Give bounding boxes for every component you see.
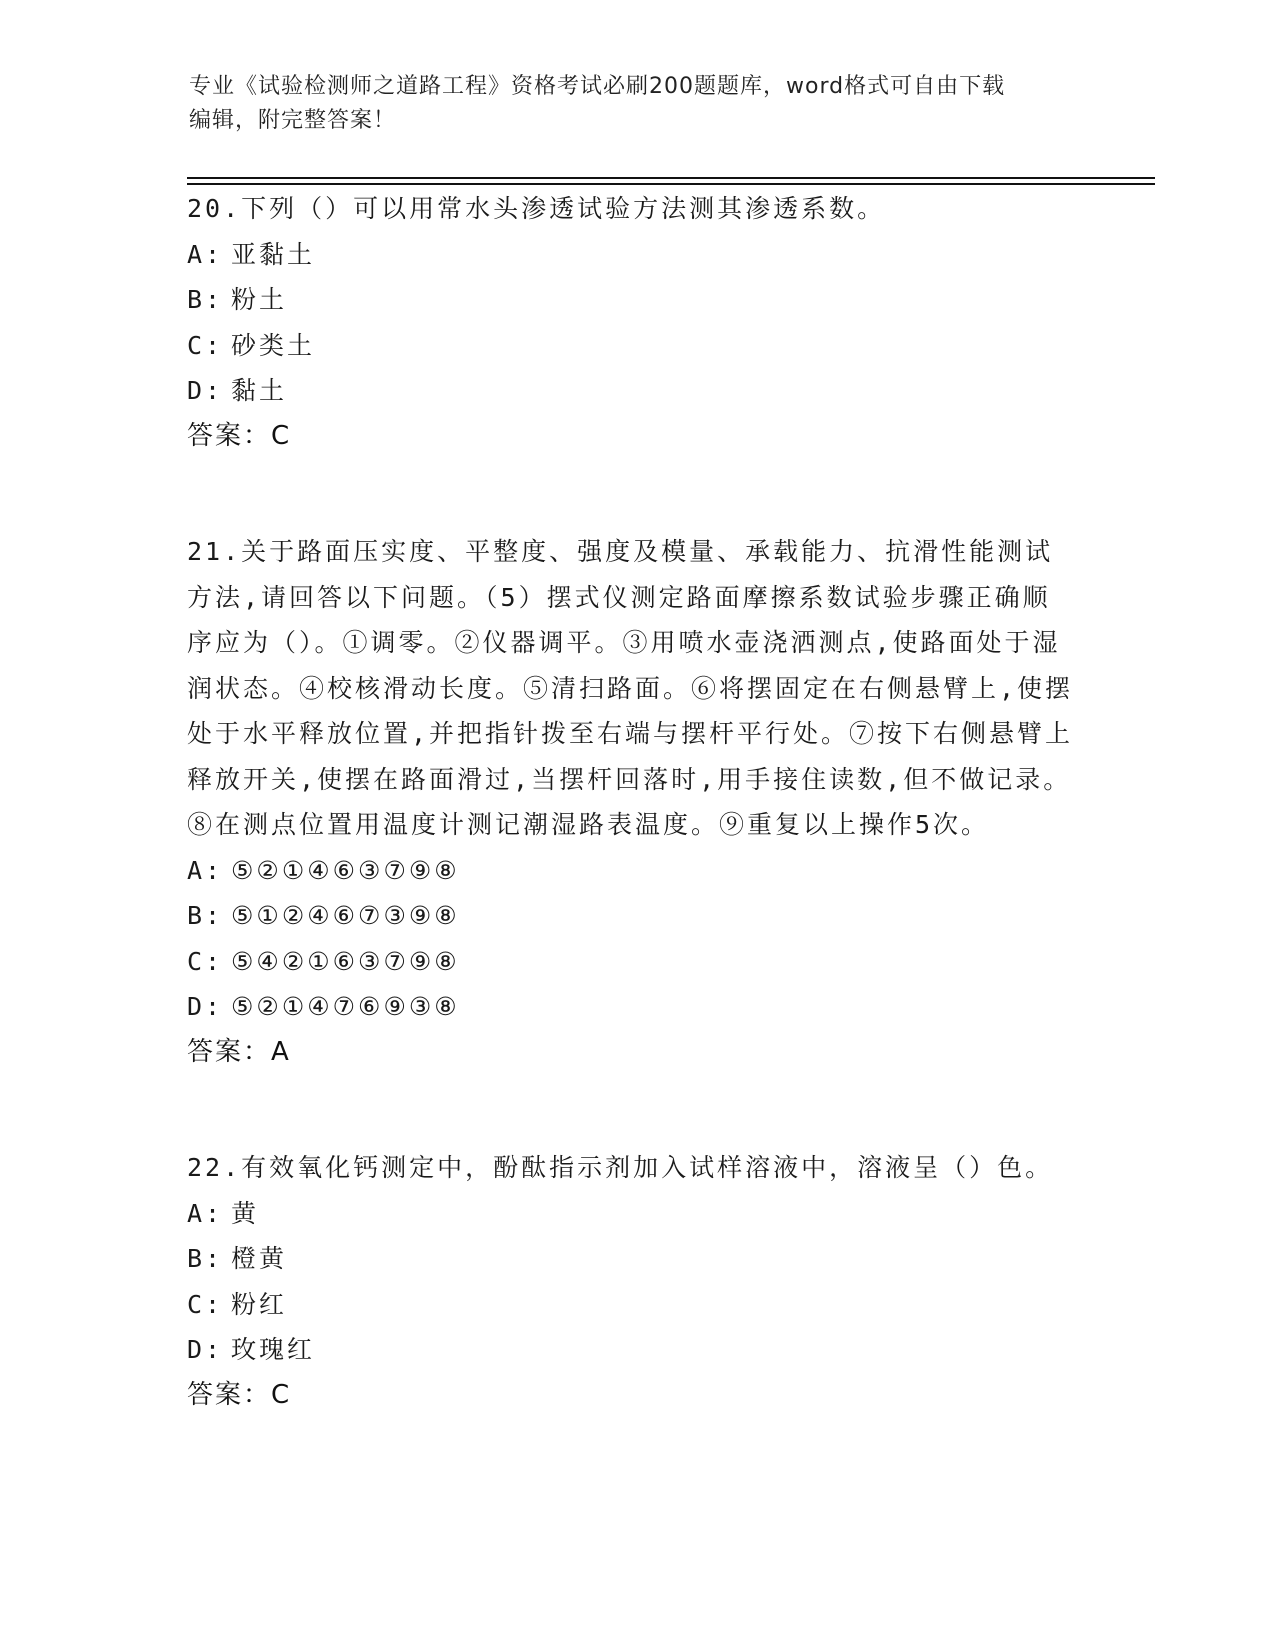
answer-line: 答案：A <box>187 1036 291 1067</box>
option-d <box>187 368 1077 414</box>
option-b <box>187 277 1077 323</box>
option-letter: B: <box>187 1244 224 1273</box>
question-title: 20.下列（）可以用常水头渗透试验方法测其渗透系数。 <box>187 194 886 223</box>
option-letter: C: <box>187 1289 224 1319</box>
question-22 <box>187 1145 1077 1418</box>
option-letter: A: <box>187 855 224 885</box>
option-text: 黄 <box>231 1198 260 1228</box>
option-letter: D: <box>187 1335 224 1364</box>
option-b <box>187 893 1077 939</box>
option-letter: B: <box>187 285 224 314</box>
option-c <box>187 939 1077 985</box>
option-letter: A: <box>187 1198 224 1228</box>
option-text: 玫瑰红 <box>231 1335 316 1364</box>
option-c <box>187 323 1077 369</box>
question-title: 22.有效氧化钙测定中，酚酞指示剂加入试样溶液中，溶液呈（）色。 <box>187 1153 1054 1182</box>
option-a <box>187 232 1077 278</box>
question-20 <box>187 186 1077 459</box>
option-letter: D: <box>187 376 224 405</box>
option-c <box>187 1282 1077 1328</box>
option-text: ⑤②①④⑥③⑦⑨⑧ <box>231 855 460 885</box>
answer-line: 答案：C <box>187 420 292 451</box>
option-text: 亚黏土 <box>231 239 316 269</box>
question-spacer <box>187 459 1077 529</box>
option-d <box>187 1327 1077 1373</box>
question-list <box>187 186 1077 1418</box>
option-text: 橙黄 <box>231 1244 288 1273</box>
document-header <box>189 70 1089 138</box>
option-letter: D: <box>187 992 224 1021</box>
option-text: ⑤④②①⑥③⑦⑨⑧ <box>231 946 460 976</box>
option-text: 粉土 <box>231 285 288 314</box>
option-text: ⑤①②④⑥⑦③⑨⑧ <box>231 901 460 930</box>
option-a <box>187 848 1077 894</box>
option-text: 砂类土 <box>231 330 316 360</box>
option-text: 黏土 <box>231 376 288 405</box>
option-b <box>187 1236 1077 1282</box>
question-21 <box>187 529 1077 1075</box>
option-text: ⑤②①④⑦⑥⑨③⑧ <box>231 992 460 1021</box>
question-spacer <box>187 1075 1077 1145</box>
answer-line: 答案：C <box>187 1379 292 1410</box>
option-a <box>187 1191 1077 1237</box>
option-letter: C: <box>187 330 224 360</box>
header-line-2: 编辑，附完整答案！ <box>189 108 397 133</box>
header-line-1: 专业《试验检测师之道路工程》资格考试必刷200题题库，word格式可自由下载 <box>189 74 1006 99</box>
option-text: 粉红 <box>231 1289 288 1319</box>
option-letter: C: <box>187 946 224 976</box>
option-letter: A: <box>187 239 224 269</box>
question-title: 21.关于路面压实度、平整度、强度及模量、承载能力、抗滑性能测试方法,请回答以下问题。（5）摆式仪测定路面摩擦系数试验步骤正确顺序应为（）。①调零。②仪器调平。③用喷水壶浇洒测点,使路面处于湿润状态。④校核滑动长度。⑤清扫路面。⑥将摆固定在右侧悬臂上,使摆处于水平释放位置,并把指针拨至右端与摆杆平行处。⑦按下右侧悬臂上释放开关,使摆在路面滑过,当摆杆回落时,用手接住读数,但不做记录。⑧在测点位置用温度计测记潮湿路表温度。⑨重复以上操作5次。 <box>187 537 1074 839</box>
header-divider-top <box>187 177 1155 179</box>
option-letter: B: <box>187 901 224 930</box>
header-divider-bottom <box>187 183 1155 185</box>
option-d <box>187 984 1077 1030</box>
